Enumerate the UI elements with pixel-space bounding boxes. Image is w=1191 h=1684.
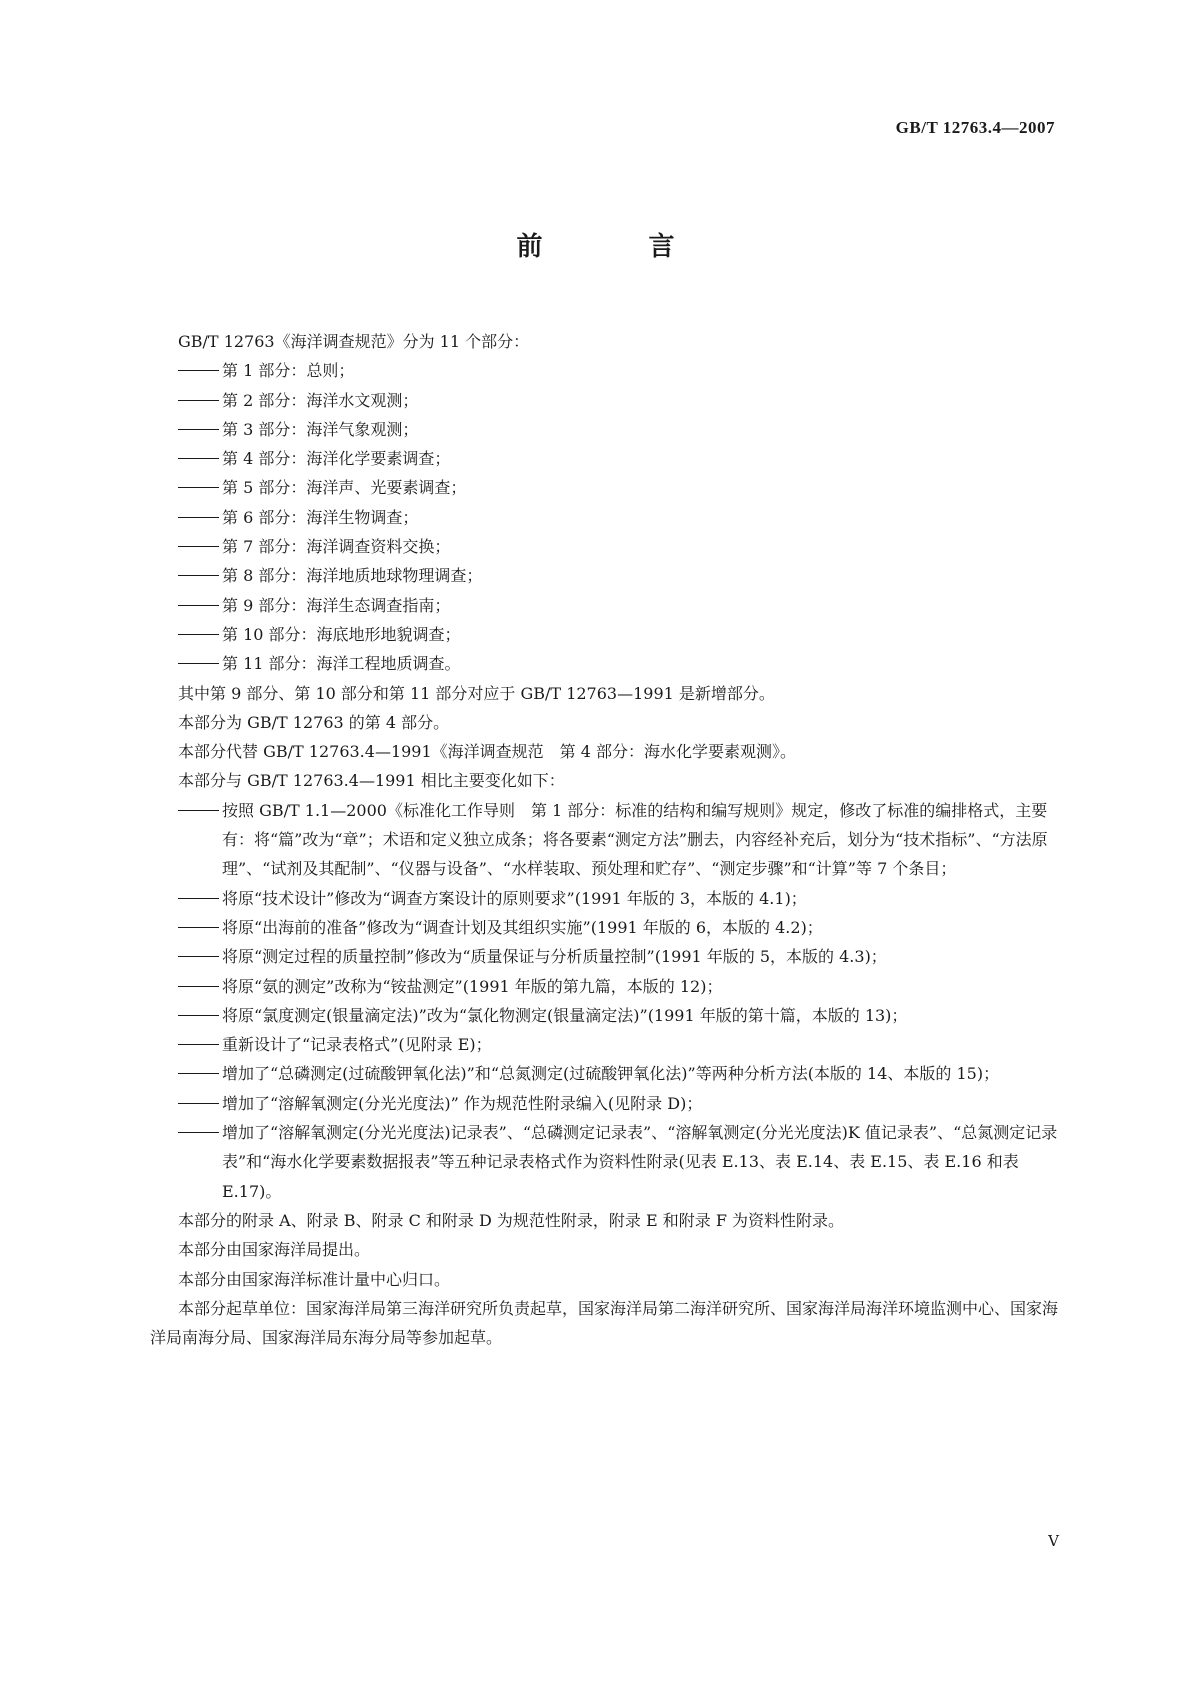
paragraph: 本部分起草单位：国家海洋局第三海洋研究所负责起草，国家海洋局第二海洋研究所、国家海洋局海洋环境监测中心、国家海洋局南海分局、国家海洋局东海分局等参加起草。 <box>150 1298 1059 1348</box>
parts-list <box>150 356 1062 678</box>
list-item: 按照 GB/T 1.1—2000《标准化工作导则 第 1 部分：标准的结构和编写规则》规定，修改了标准的编排格式，主要有：将“篇”改为“章”；术语和定义独立成条；将各要素“测定方法”删去，内容经补充后，划分为“技术指标”、“方法原理”、“试剂及其配制”、“仪器与设备”、“水样装取、预处理和贮存”、“测定步骤”和“计算”等 7 个条目； <box>222 800 1048 879</box>
list-item: 第 3 部分：海洋气象观测； <box>222 419 419 439</box>
list-item: 第 7 部分：海洋调查资料交换； <box>222 537 451 557</box>
changes-list <box>150 796 1062 1206</box>
list-item: 第 4 部分：海洋化学要素调查； <box>222 449 451 469</box>
standard-number: GB/T 12763.4—2007 <box>895 118 1055 137</box>
list-item: 增加了“溶解氧测定(分光光度法)记录表”、“总磷测定记录表”、“溶解氧测定(分光光度法)K 值记录表”、“总氮测定记录表”和“海水化学要素数据报表”等五种记录表格式作为资料性附录(见表 E.13、表 E.14、表 E.15、表 E.16 和表 E.17)。 <box>222 1123 1058 1201</box>
list-item: 重新设计了“记录表格式”(见附录 E)； <box>222 1035 492 1055</box>
list-item: 第 2 部分：海洋水文观测； <box>222 390 419 410</box>
paragraph: 本部分与 GB/T 12763.4—1991 相比主要变化如下： <box>178 771 565 791</box>
paragraph: 其中第 9 部分、第 10 部分和第 11 部分对应于 GB/T 12763—1991 是新增部分。 <box>178 683 775 703</box>
list-item: 第 5 部分：海洋声、光要素调查； <box>222 478 467 498</box>
list-item: 将原“氯度测定(银量滴定法)”改为“氯化物测定(银量滴定法)”(1991 年版的第十篇，本版的 13)； <box>222 1005 908 1025</box>
list-item: 第 8 部分：海洋地质地球物理调查； <box>222 566 483 586</box>
paragraph: 本部分的附录 A、附录 B、附录 C 和附录 D 为规范性附录，附录 E 和附录 F 为资料性附录。 <box>178 1210 845 1230</box>
paragraph: 本部分由国家海洋标准计量中心归口。 <box>178 1269 451 1289</box>
list-item: 增加了“溶解氧测定(分光光度法)” 作为规范性附录编入(见附录 D)； <box>222 1093 703 1113</box>
paragraph: 本部分代替 GB/T 12763.4—1991《海洋调查规范 第 4 部分：海水化学要素观测》。 <box>178 742 797 762</box>
list-item: 第 9 部分：海洋生态调查指南； <box>222 595 451 615</box>
paragraph: 本部分为 GB/T 12763 的第 4 部分。 <box>178 712 450 732</box>
list-item: 将原“出海前的准备”修改为“调查计划及其组织实施”(1991 年版的 6，本版的 4.2)； <box>222 917 823 937</box>
page-number: V <box>1048 1532 1059 1550</box>
list-item: 第 11 部分：海洋工程地质调查。 <box>222 654 461 674</box>
intro-paragraph: GB/T 12763《海洋调查规范》分为 11 个部分： <box>178 332 530 351</box>
list-item: 将原“技术设计”修改为“调查方案设计的原则要求”(1991 年版的 3，本版的 4.1)； <box>222 888 807 908</box>
list-item: 将原“测定过程的质量控制”修改为“质量保证与分析质量控制”(1991 年版的 5，本版的 4.3)； <box>222 947 887 967</box>
list-item: 第 6 部分：海洋生物调查； <box>222 507 419 527</box>
list-item: 第 10 部分：海底地形地貌调查； <box>222 624 461 644</box>
document-body <box>150 327 1062 1352</box>
list-item: 增加了“总磷测定(过硫酸钾氧化法)”和“总氮测定(过硫酸钾氧化法)”等两种分析方法(本版的 14、本版的 15)； <box>222 1064 1000 1084</box>
paragraph: 本部分由国家海洋局提出。 <box>178 1240 371 1260</box>
list-item: 第 1 部分：总则； <box>222 361 355 381</box>
page-title: 前 言 <box>516 232 715 262</box>
list-item: 将原“氨的测定”改称为“铵盐测定”(1991 年版的第九篇，本版的 12)； <box>222 976 723 996</box>
